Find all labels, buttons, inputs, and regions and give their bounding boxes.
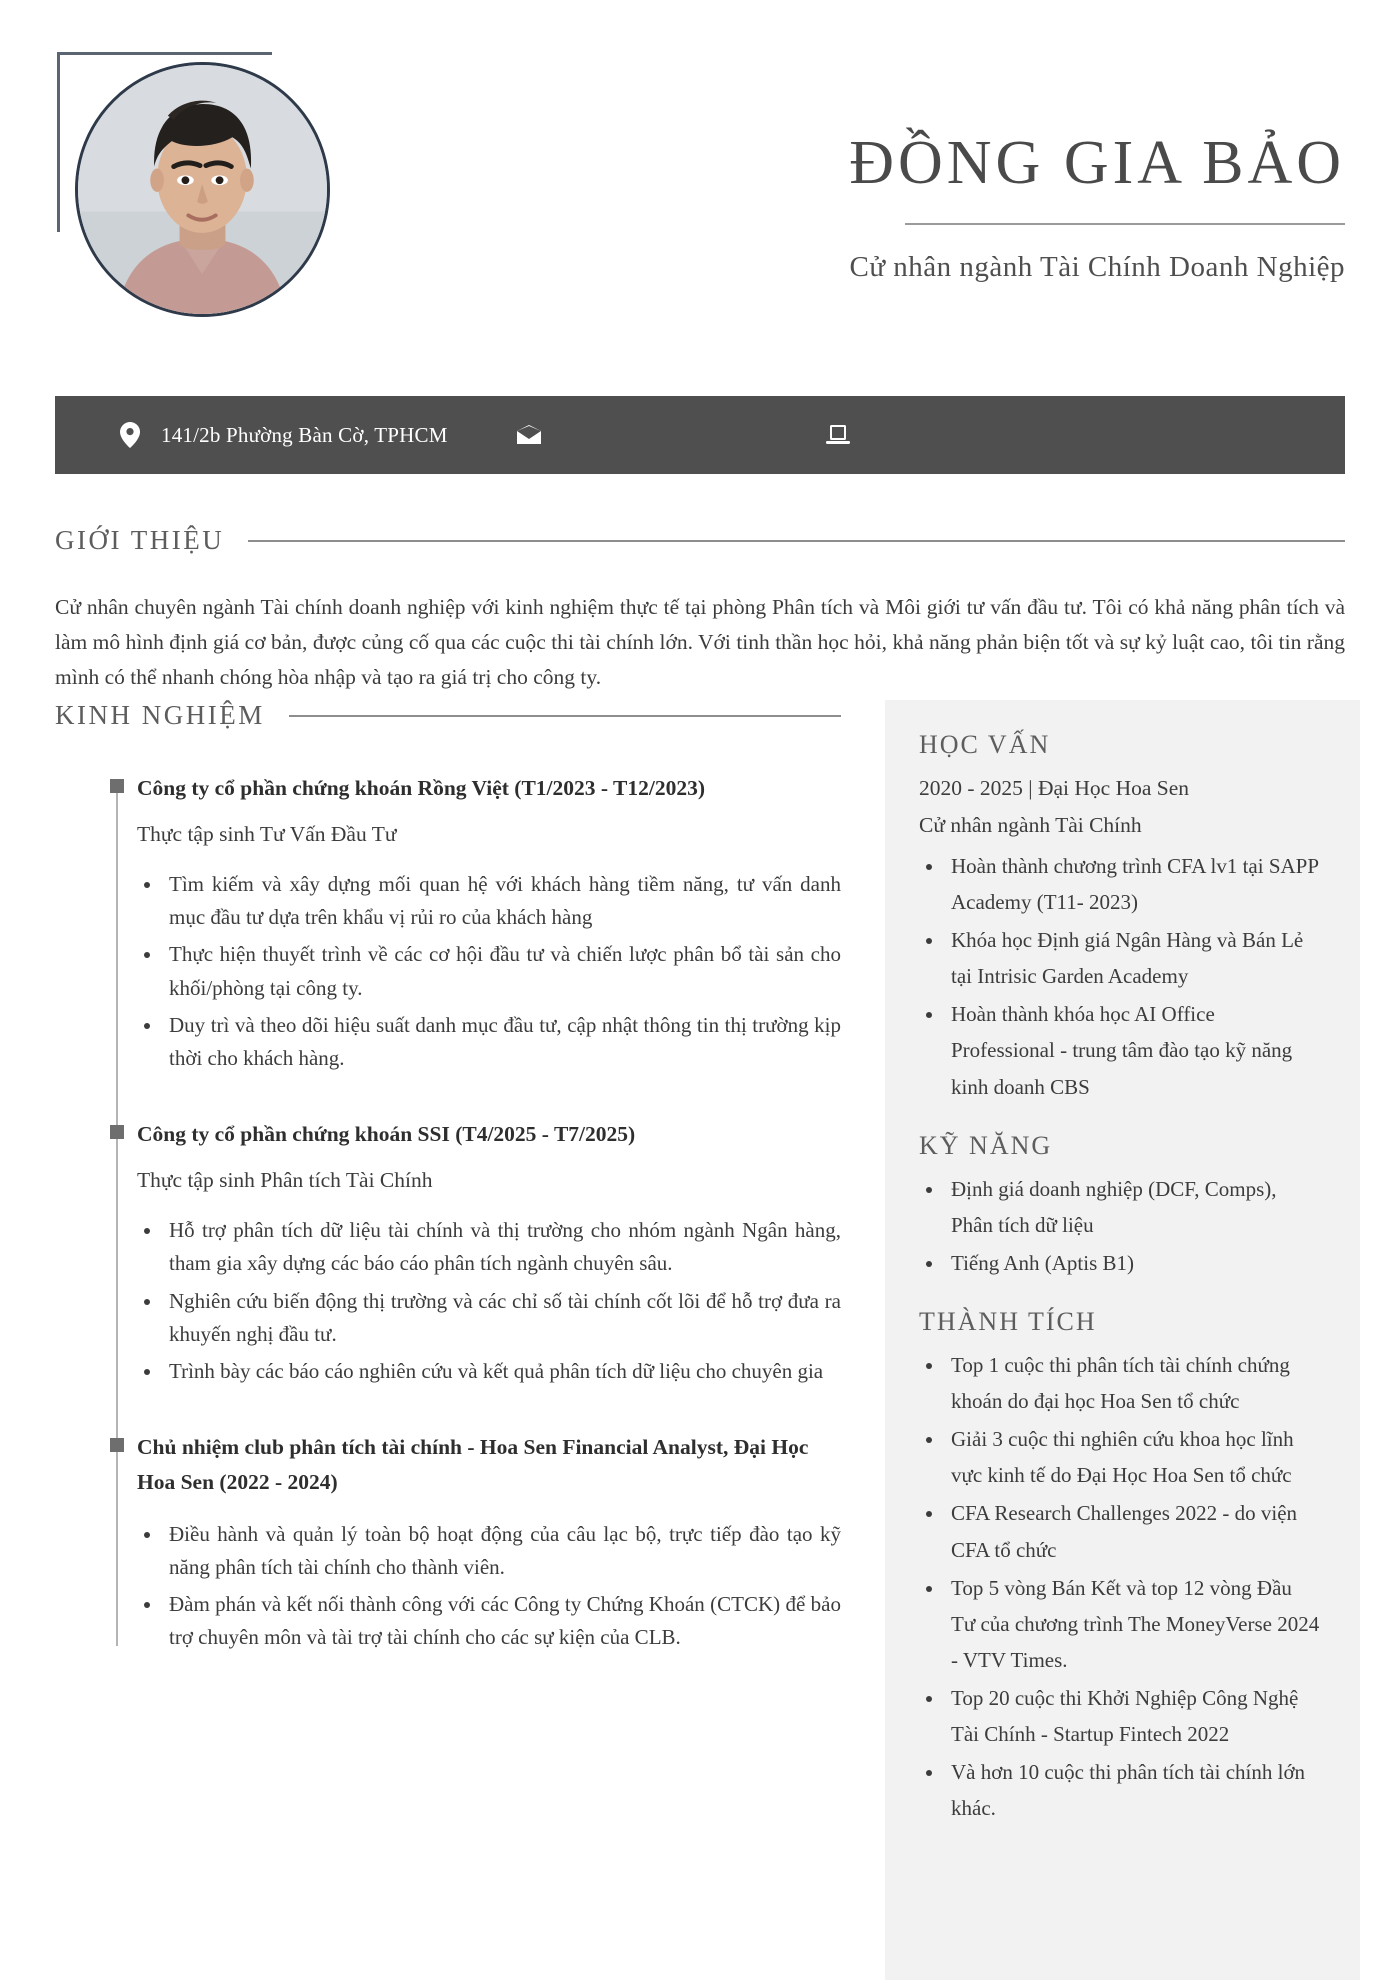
- experience-point: • Nghiên cứu biến động thị trường và các chỉ số tài chính cốt lõi để hỗ trợ đưa ra khuyến nghị đầu tư.: [163, 1285, 841, 1351]
- education-points: [919, 848, 1320, 1105]
- portrait-photo-icon: [78, 65, 327, 314]
- education-degree: Cử nhân ngành Tài Chính: [919, 812, 1142, 837]
- timeline-marker-icon: [110, 1125, 124, 1139]
- intro-heading-rule: [248, 540, 1345, 542]
- experience-title: Công ty cổ phần chứng khoán Rồng Việt (T1/2023 - T12/2023): [137, 776, 706, 800]
- laptop-icon: [825, 422, 851, 448]
- skills-point: • Tiếng Anh (Aptis B1): [945, 1245, 1320, 1281]
- experience-point: • Đàm phán và kết nối thành công với các Công ty Chứng Khoán (CTCK) để bảo trợ chuyên môn và tài trợ tài chính cho các sự kiện của CLB.: [163, 1588, 841, 1654]
- timeline-marker-icon: [110, 779, 124, 793]
- skills-points: [919, 1171, 1320, 1281]
- experience-points: [137, 1518, 841, 1655]
- education-heading: HỌC VẤN: [919, 730, 1051, 759]
- cv-header: [0, 0, 1400, 390]
- achievements-points: [919, 1347, 1320, 1826]
- experience-point: • Duy trì và theo dõi hiệu suất danh mục đầu tư, cập nhật thông tin thị trường kịp thời cho khách hàng.: [163, 1009, 841, 1075]
- avatar: [75, 62, 330, 317]
- achievements-point: • CFA Research Challenges 2022 - do viện CFA tổ chức: [945, 1495, 1320, 1567]
- contact-website[interactable]: [825, 422, 869, 448]
- contact-address[interactable]: [117, 422, 448, 448]
- experience-heading-label: KINH NGHIỆM: [55, 700, 265, 730]
- experience-point: • Trình bày các báo cáo nghiên cứu và kết quả phân tích dữ liệu cho chuyên gia: [163, 1355, 841, 1388]
- job-title: Cử nhân ngành Tài Chính Doanh Nghiệp: [849, 250, 1345, 283]
- education-point: • Khóa học Định giá Ngân Hàng và Bán Lẻ tại Intrisic Garden Academy: [945, 922, 1320, 994]
- experience-heading: [55, 700, 841, 731]
- experience-item: [55, 1117, 841, 1388]
- intro-body: Cử nhân chuyên ngành Tài chính doanh nghiệp với kinh nghiệm thực tế tại phòng Phân tích và Môi giới tư vấn đầu tư. Tôi có khả năng phân tích và làm mô hình định giá cơ bản, được củng cố qua các cuộc thi tài chính lớn. Với tinh thần học hỏi, khả năng phản biện tốt và sự kỷ luật cao, tôi tin rằng mình có thể nhanh chóng hòa nhập và tạo ra giá trị cho công ty.: [55, 595, 1345, 689]
- contact-address-text: 141/2b Phường Bàn Cờ, TPHCM: [161, 422, 448, 447]
- experience-point: • Thực hiện thuyết trình về các cơ hội đầu tư và chiến lược phân bổ tài sản cho khối/phòng tại công ty.: [163, 938, 841, 1004]
- achievements-heading: THÀNH TÍCH: [919, 1307, 1097, 1337]
- achievements-point: • Và hơn 10 cuộc thi phân tích tài chính lớn khác.: [945, 1754, 1320, 1826]
- location-pin-icon: [117, 422, 143, 448]
- achievements-point: • Top 20 cuộc thi Khởi Nghiệp Công Nghệ Tài Chính - Startup Fintech 2022: [945, 1680, 1320, 1752]
- page-title: ĐỒNG GIA BẢO: [849, 129, 1345, 197]
- contact-bar: [55, 396, 1345, 474]
- experience-point: • Hỗ trợ phân tích dữ liệu tài chính và thị trường cho nhóm ngành Ngân hàng, tham gia xây dựng các báo cáo phân tích ngành chuyên sâu.: [163, 1214, 841, 1280]
- experience-point: • Điều hành và quản lý toàn bộ hoạt động của câu lạc bộ, trực tiếp đào tạo kỹ năng phân tích tài chính cho thành viên.: [163, 1518, 841, 1584]
- contact-email[interactable]: [516, 422, 560, 448]
- experience-column: [0, 700, 865, 1658]
- experience-heading-rule: [289, 715, 841, 717]
- achievements-point: • Giải 3 cuộc thi nghiên cứu khoa học lĩnh vực kinh tế do Đại Học Hoa Sen tổ chức: [945, 1421, 1320, 1493]
- intro-heading-label: GIỚI THIỆU: [55, 525, 225, 555]
- achievements-point: • Top 5 vòng Bán Kết và top 12 vòng Đầu Tư của chương trình The MoneyVerse 2024 - VTV Times.: [945, 1570, 1320, 1678]
- skills-point: • Định giá doanh nghiệp (DCF, Comps), Phân tích dữ liệu: [945, 1171, 1320, 1243]
- name-block: [645, 130, 1345, 284]
- intro-section: [55, 525, 1345, 694]
- experience-points: [137, 868, 841, 1075]
- education-point: • Hoàn thành khóa học AI Office Professional - trung tâm đào tạo kỹ năng kinh doanh CBS: [945, 996, 1320, 1104]
- experience-list: [55, 771, 841, 1654]
- envelope-icon: [516, 422, 542, 448]
- sidebar: [885, 700, 1360, 1980]
- achievements-point: • Top 1 cuộc thi phân tích tài chính chứng khoán do đại học Hoa Sen tổ chức: [945, 1347, 1320, 1419]
- experience-title: Chủ nhiệm club phân tích tài chính - Hoa Sen Financial Analyst, Đại Học Hoa Sen (2022 - 2024): [137, 1435, 809, 1494]
- timeline-marker-icon: [110, 1438, 124, 1452]
- education-period-school: 2020 - 2025 | Đại Học Hoa Sen: [919, 776, 1190, 800]
- experience-role: Thực tập sinh Phân tích Tài Chính: [137, 1167, 433, 1192]
- main-columns: [0, 700, 1400, 1980]
- experience-points: [137, 1214, 841, 1388]
- experience-item: [55, 1430, 841, 1654]
- intro-heading: [55, 525, 1345, 556]
- name-divider: [905, 223, 1345, 225]
- skills-heading: KỸ NĂNG: [919, 1130, 1053, 1160]
- experience-point: • Tìm kiếm và xây dựng mối quan hệ với khách hàng tiềm năng, tư vấn danh mục đầu tư dựa trên khẩu vị rủi ro của khách hàng: [163, 868, 841, 934]
- education-point: • Hoàn thành chương trình CFA lv1 tại SAPP Academy (T11- 2023): [945, 848, 1320, 920]
- experience-item: [55, 771, 841, 1075]
- experience-role: Thực tập sinh Tư Vấn Đầu Tư: [137, 821, 397, 846]
- experience-title: Công ty cổ phần chứng khoán SSI (T4/2025 - T7/2025): [137, 1122, 636, 1147]
